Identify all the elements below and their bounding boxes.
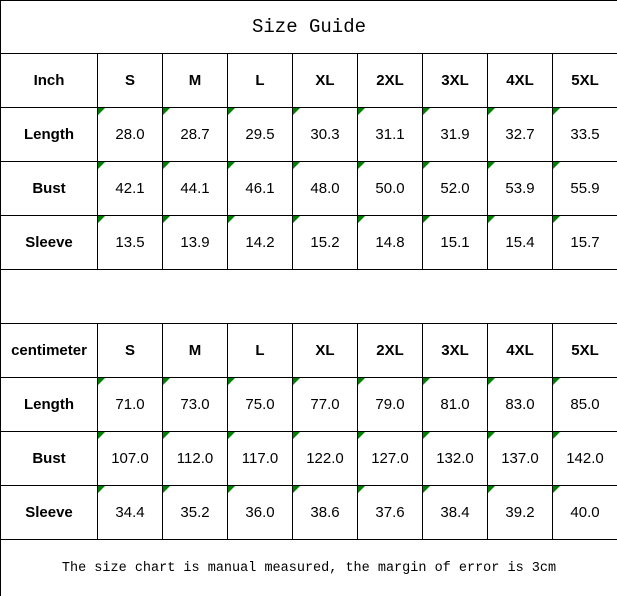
corner-marker-icon — [228, 162, 235, 169]
corner-marker-icon — [488, 378, 495, 385]
corner-marker-icon — [98, 378, 105, 385]
title-row — [1, 1, 617, 54]
value-cell — [423, 432, 488, 486]
value-text: 44.1 — [180, 180, 210, 197]
corner-marker-icon — [163, 216, 170, 223]
value-cell — [163, 216, 228, 270]
corner-marker-icon — [358, 216, 365, 223]
value-cell — [553, 216, 617, 270]
value-cell — [553, 486, 617, 540]
value-cell — [293, 432, 358, 486]
value-cell — [358, 486, 423, 540]
value-cell — [228, 108, 293, 162]
row-label: Sleeve — [1, 486, 98, 540]
value-text: 81.0 — [440, 396, 470, 413]
value-cell — [488, 486, 553, 540]
value-text: 142.0 — [566, 450, 604, 467]
value-text: 36.0 — [245, 504, 275, 521]
corner-marker-icon — [228, 378, 235, 385]
value-cell — [488, 432, 553, 486]
corner-marker-icon — [423, 486, 430, 493]
value-text: 75.0 — [245, 396, 275, 413]
value-cell — [98, 216, 163, 270]
corner-marker-icon — [98, 486, 105, 493]
corner-marker-icon — [423, 378, 430, 385]
value-text: 15.4 — [505, 234, 535, 251]
value-cell — [553, 108, 617, 162]
value-text: 107.0 — [111, 450, 149, 467]
corner-marker-icon — [163, 108, 170, 115]
inch-bust-row — [1, 162, 617, 216]
value-text: 71.0 — [115, 396, 145, 413]
corner-marker-icon — [228, 486, 235, 493]
size-col-header: 4XL — [488, 54, 553, 108]
value-cell — [163, 486, 228, 540]
value-text: 15.7 — [570, 234, 600, 251]
corner-marker-icon — [293, 108, 300, 115]
size-col-header: XL — [293, 324, 358, 378]
corner-marker-icon — [163, 432, 170, 439]
size-col-header: M — [163, 324, 228, 378]
size-col-header: 3XL — [423, 54, 488, 108]
value-text: 73.0 — [180, 396, 210, 413]
corner-marker-icon — [293, 216, 300, 223]
value-cell — [358, 378, 423, 432]
value-text: 52.0 — [440, 180, 470, 197]
corner-marker-icon — [293, 432, 300, 439]
corner-marker-icon — [553, 162, 560, 169]
value-cell — [488, 108, 553, 162]
row-label: Bust — [1, 162, 98, 216]
cm-sleeve-row — [1, 486, 617, 540]
value-text: 117.0 — [241, 450, 279, 467]
size-col-header: L — [228, 54, 293, 108]
value-cell — [98, 486, 163, 540]
size-col-header: 2XL — [358, 54, 423, 108]
value-text: 38.6 — [310, 504, 340, 521]
value-cell — [98, 108, 163, 162]
corner-marker-icon — [553, 486, 560, 493]
value-text: 34.4 — [115, 504, 145, 521]
corner-marker-icon — [423, 216, 430, 223]
size-col-header: 2XL — [358, 324, 423, 378]
corner-marker-icon — [358, 378, 365, 385]
corner-marker-icon — [293, 162, 300, 169]
value-cell — [228, 432, 293, 486]
value-text: 32.7 — [505, 126, 535, 143]
size-col-header: L — [228, 324, 293, 378]
size-col-header: S — [98, 324, 163, 378]
corner-marker-icon — [228, 108, 235, 115]
inch-header-row — [1, 54, 617, 108]
value-cell — [358, 162, 423, 216]
value-text: 53.9 — [505, 180, 535, 197]
value-cell — [488, 162, 553, 216]
value-cell — [98, 162, 163, 216]
value-text: 42.1 — [115, 180, 145, 197]
row-label: Bust — [1, 432, 98, 486]
unit-label-inch: Inch — [1, 54, 98, 108]
corner-marker-icon — [553, 216, 560, 223]
spacer-cell — [1, 270, 617, 324]
value-cell — [358, 108, 423, 162]
value-text: 39.2 — [505, 504, 535, 521]
unit-label-centimeter: centimeter — [1, 324, 98, 378]
value-text: 77.0 — [310, 396, 340, 413]
value-text: 79.0 — [375, 396, 405, 413]
value-text: 30.3 — [310, 126, 340, 143]
spacer-row — [1, 270, 617, 324]
cm-header-row — [1, 324, 617, 378]
corner-marker-icon — [358, 108, 365, 115]
value-text: 112.0 — [176, 450, 214, 467]
value-cell — [163, 162, 228, 216]
size-col-header: XL — [293, 54, 358, 108]
page-title: Size Guide — [1, 1, 617, 54]
value-cell — [423, 486, 488, 540]
corner-marker-icon — [423, 432, 430, 439]
footnote-text: The size chart is manual measured, the margin of error is 3cm — [1, 540, 617, 596]
value-cell — [293, 216, 358, 270]
corner-marker-icon — [553, 108, 560, 115]
row-label: Length — [1, 378, 98, 432]
value-text: 14.2 — [245, 234, 275, 251]
value-text: 38.4 — [440, 504, 470, 521]
size-col-header: 4XL — [488, 324, 553, 378]
corner-marker-icon — [293, 378, 300, 385]
corner-marker-icon — [163, 486, 170, 493]
corner-marker-icon — [358, 162, 365, 169]
corner-marker-icon — [358, 432, 365, 439]
value-cell — [358, 432, 423, 486]
size-col-header: 5XL — [553, 54, 617, 108]
corner-marker-icon — [228, 432, 235, 439]
value-text: 13.9 — [180, 234, 210, 251]
value-cell — [293, 378, 358, 432]
value-text: 28.0 — [115, 126, 145, 143]
corner-marker-icon — [423, 108, 430, 115]
value-text: 33.5 — [570, 126, 600, 143]
value-cell — [98, 378, 163, 432]
cm-length-row — [1, 378, 617, 432]
value-cell — [553, 378, 617, 432]
corner-marker-icon — [98, 432, 105, 439]
value-cell — [163, 378, 228, 432]
value-cell — [293, 108, 358, 162]
cm-bust-row — [1, 432, 617, 486]
value-text: 15.1 — [440, 234, 470, 251]
size-col-header: 5XL — [553, 324, 617, 378]
value-cell — [228, 486, 293, 540]
value-cell — [163, 108, 228, 162]
corner-marker-icon — [488, 108, 495, 115]
corner-marker-icon — [423, 162, 430, 169]
value-cell — [358, 216, 423, 270]
corner-marker-icon — [98, 108, 105, 115]
value-text: 48.0 — [310, 180, 340, 197]
value-text: 55.9 — [570, 180, 600, 197]
value-cell — [423, 108, 488, 162]
value-text: 28.7 — [180, 126, 210, 143]
value-text: 37.6 — [375, 504, 405, 521]
corner-marker-icon — [293, 486, 300, 493]
value-text: 83.0 — [505, 396, 535, 413]
value-cell — [553, 432, 617, 486]
value-text: 35.2 — [180, 504, 210, 521]
value-cell — [228, 378, 293, 432]
corner-marker-icon — [98, 162, 105, 169]
value-text: 46.1 — [245, 180, 275, 197]
value-cell — [488, 216, 553, 270]
corner-marker-icon — [488, 162, 495, 169]
size-col-header: M — [163, 54, 228, 108]
value-cell — [228, 162, 293, 216]
inch-length-row — [1, 108, 617, 162]
value-cell — [293, 486, 358, 540]
corner-marker-icon — [553, 432, 560, 439]
footer-row — [1, 540, 617, 596]
corner-marker-icon — [228, 216, 235, 223]
row-label: Length — [1, 108, 98, 162]
inch-sleeve-row — [1, 216, 617, 270]
value-text: 13.5 — [115, 234, 145, 251]
value-text: 31.1 — [375, 126, 405, 143]
value-text: 15.2 — [310, 234, 340, 251]
size-col-header: S — [98, 54, 163, 108]
value-cell — [553, 162, 617, 216]
corner-marker-icon — [488, 216, 495, 223]
corner-marker-icon — [488, 432, 495, 439]
row-label: Sleeve — [1, 216, 98, 270]
value-text: 85.0 — [570, 396, 600, 413]
value-text: 50.0 — [375, 180, 405, 197]
value-cell — [98, 432, 163, 486]
value-cell — [488, 378, 553, 432]
value-text: 31.9 — [440, 126, 470, 143]
value-cell — [423, 378, 488, 432]
value-cell — [423, 162, 488, 216]
value-text: 127.0 — [371, 450, 409, 467]
size-col-header: 3XL — [423, 324, 488, 378]
value-cell — [163, 432, 228, 486]
value-text: 137.0 — [501, 450, 539, 467]
corner-marker-icon — [488, 486, 495, 493]
value-text: 132.0 — [436, 450, 474, 467]
corner-marker-icon — [163, 378, 170, 385]
value-cell — [228, 216, 293, 270]
value-cell — [423, 216, 488, 270]
corner-marker-icon — [553, 378, 560, 385]
corner-marker-icon — [163, 162, 170, 169]
value-cell — [293, 162, 358, 216]
value-text: 40.0 — [570, 504, 600, 521]
corner-marker-icon — [358, 486, 365, 493]
corner-marker-icon — [98, 216, 105, 223]
value-text: 29.5 — [245, 126, 275, 143]
value-text: 122.0 — [306, 450, 344, 467]
value-text: 14.8 — [375, 234, 405, 251]
